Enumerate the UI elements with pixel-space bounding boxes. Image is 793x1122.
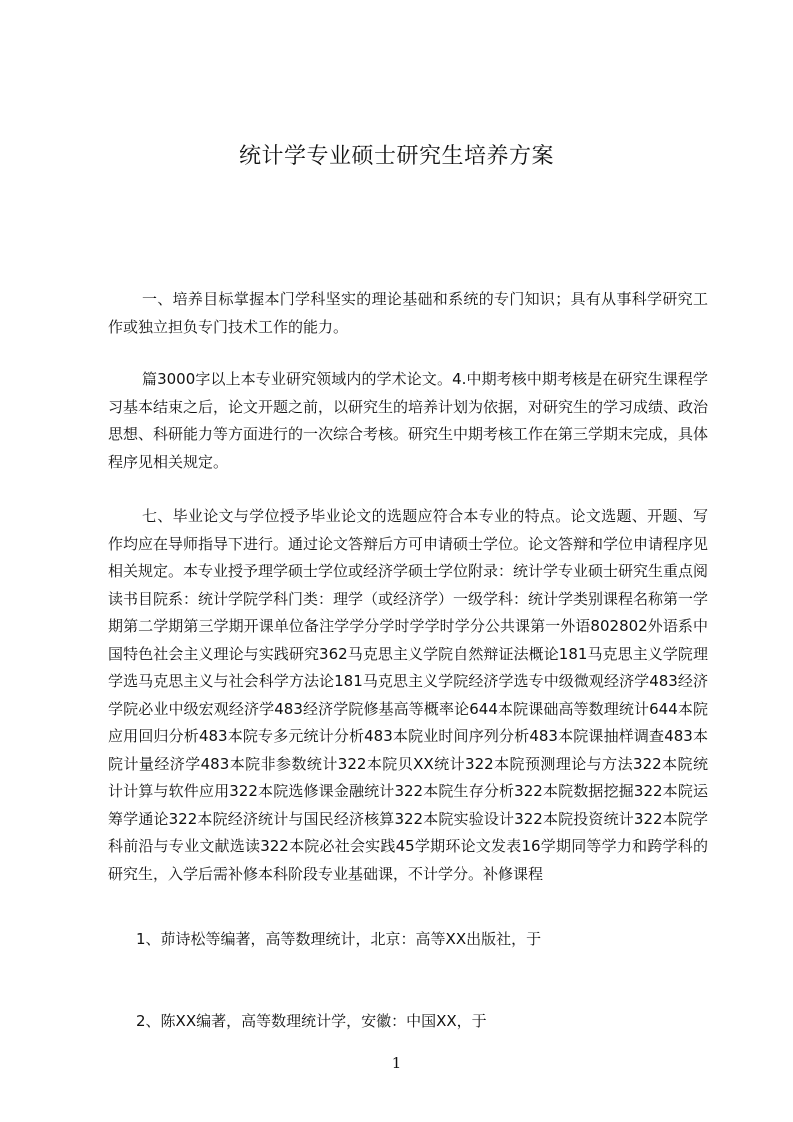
paragraph-training-objective: 一、培养目标掌握本门学科坚实的理论基础和系统的专门知识；具有从事科学研究工作或独立担负专门技术工作的能力。 bbox=[108, 290, 708, 336]
reference-item: 1、茆诗松等编著，高等数理统计，北京：高等XX出版社，于 bbox=[136, 930, 542, 948]
reference-item: 2、陈XX编著，高等数理统计学，安徽：中国XX，于 bbox=[136, 1012, 487, 1030]
page-number: 1 bbox=[391, 1054, 402, 1072]
paragraph-midterm-assessment: 篇3000字以上本专业研究领域内的学术论文。4.中期考核中期考核是在研究生课程学习基本结束之后，论文开题之前，以研究生的培养计划为依据，对研究生的学习成绩、政治思想、科研能力等方面进行的一次综合考核。研究生中期考核工作在第三学期末完成，具体程序见相关规定。 bbox=[108, 370, 709, 471]
paragraph-thesis-and-degree: 七、毕业论文与学位授予毕业论文的选题应符合本专业的特点。论文选题、开题、写作均应在导师指导下进行。通过论文答辩后方可申请硕士学位。论文答辩和学位申请程序见相关规定。本专业授予理学硕士学位或经济学硕士学位附录：统计学专业硕士研究生重点阅读书目院系：统计学院学科门类：理学（或经济学）一级学科：统计学类别课程名称第一学期第二学期第三学期开课单位备注学学分学时学学时学分公共课第一外语802802外语系中国特色社会主义理论与实践研究362马克思主义学院自然辩证法概论181马克思主义学院理学选马克思主义与社会科学方法论181马克思主义学院经济学选专中级微观经济学483经济学院必业中级宏观经济学483经济学院修基高等概率论644本院课础高等数理统计644本院应用回归分析483本院专多元统计分析483本院业时间序列分析483本院课抽样调查483本院计量经济学483本院非参数统计322本院贝XX统计322本院预测理论与方法322本院统计计算与软件应用322本院选修课金融统计322本院生存分析322本院数据挖掘322本院运筹学通论322本院经济统计与国民经济核算322本院实验设计322本院投资统计322本院学科前沿与专业文献选读322本院必社会实践45学期环论文发表16学期同等学力和跨学科的研究生，入学后需补修本科阶段专业基础课，不计学分。补修课程 bbox=[108, 507, 709, 883]
document-title: 统计学专业硕士研究生培养方案 bbox=[238, 144, 554, 169]
